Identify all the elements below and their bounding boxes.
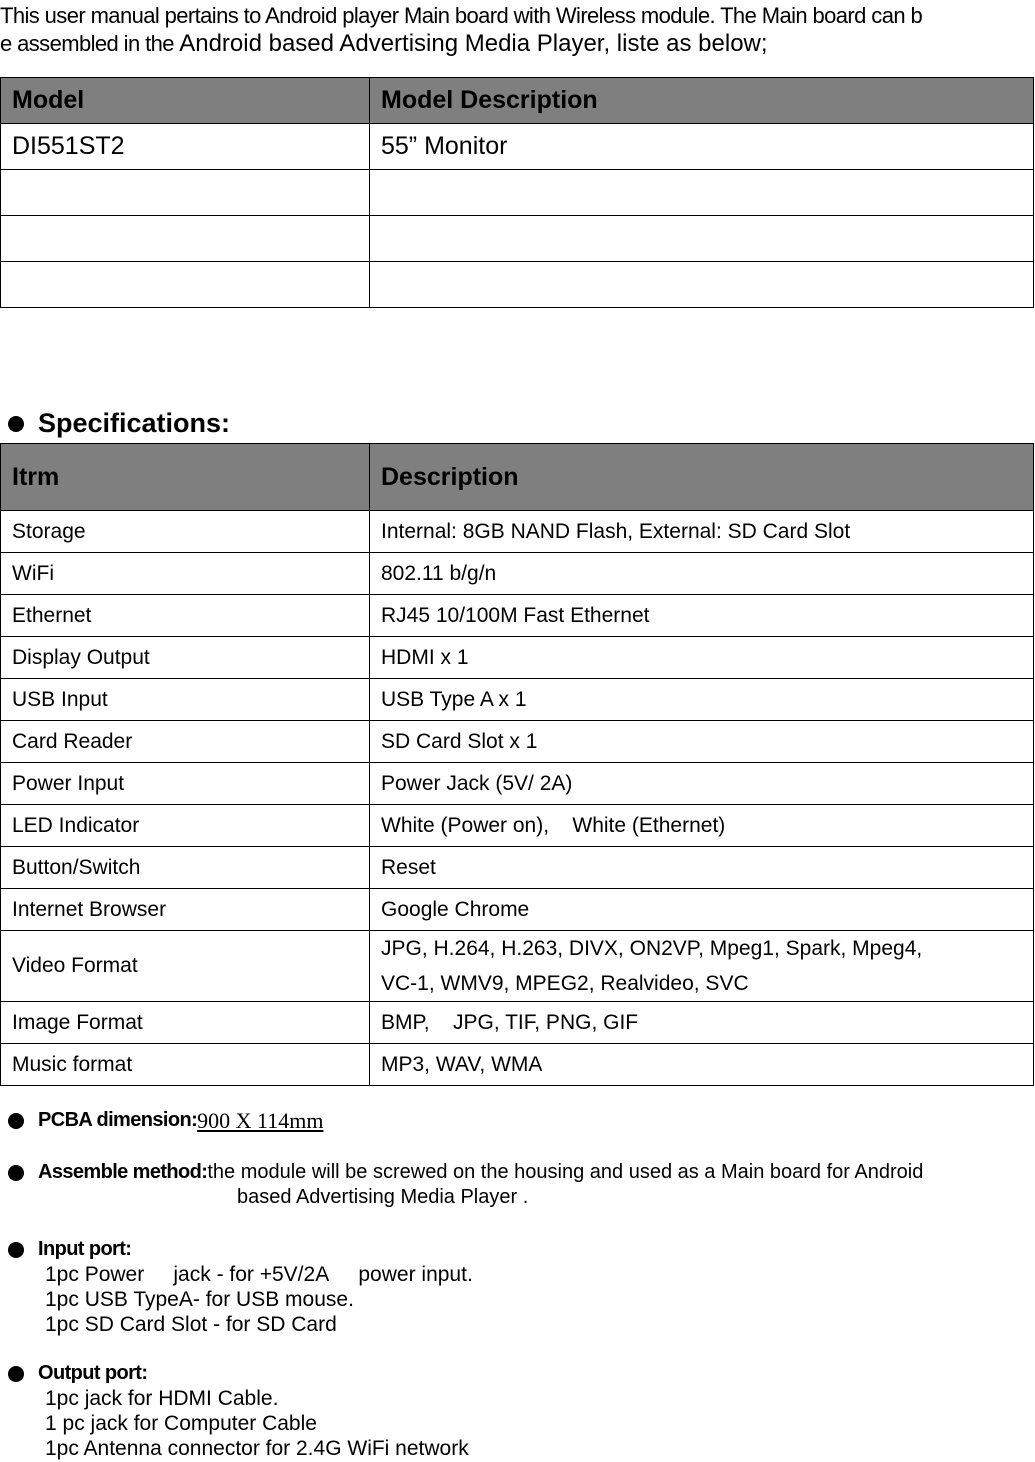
- table-row: [1, 1002, 1034, 1044]
- model-cell: [1, 216, 370, 262]
- spec-item-cell: Ethernet: [1, 595, 370, 637]
- item-header: Itrm: [1, 444, 370, 511]
- table-row: [1, 170, 1034, 216]
- spec-description-cell: [370, 931, 1034, 1002]
- spec-item-cell: Storage: [1, 511, 370, 553]
- spec-description-cell: White (Power on), White (Ethernet): [370, 805, 1034, 847]
- table-row: [1, 721, 1034, 763]
- model-table-header: [1, 78, 1034, 124]
- list-item: 1pc jack for HDMI Cable.: [45, 1387, 279, 1410]
- model-description-cell: [370, 262, 1034, 308]
- model-description-cell: 55” Monitor: [370, 124, 1034, 170]
- model-cell: [1, 170, 370, 216]
- assemble-method: [8, 1160, 923, 1210]
- spec-description-cell: HDMI x 1: [370, 637, 1034, 679]
- table-row: [1, 216, 1034, 262]
- table-row: [1, 595, 1034, 637]
- assemble-line-2: based Advertising Media Player .: [237, 1186, 529, 1208]
- spec-item-cell: Music format: [1, 1044, 370, 1086]
- output-port-label: Output port:: [38, 1362, 148, 1384]
- bullet-icon: [8, 1242, 24, 1258]
- spec-item-cell: Card Reader: [1, 721, 370, 763]
- table-row: [1, 847, 1034, 889]
- spec-description-cell: BMP, JPG, TIF, PNG, GIF: [370, 1002, 1034, 1044]
- table-row: [1, 553, 1034, 595]
- table-row: [1, 637, 1034, 679]
- spec-item-cell: LED Indicator: [1, 805, 370, 847]
- model-description-cell: [370, 170, 1034, 216]
- spec-item-cell: Image Format: [1, 1002, 370, 1044]
- spec-description-cell: SD Card Slot x 1: [370, 721, 1034, 763]
- list-item: 1pc USB TypeA- for USB mouse.: [45, 1288, 354, 1311]
- spec-item-cell: USB Input: [1, 679, 370, 721]
- intro-line-1: This user manual pertains to Android player Main board with Wireless module. The Main board can b: [0, 3, 923, 28]
- spec-description-cell: USB Type A x 1: [370, 679, 1034, 721]
- input-port-label: Input port:: [38, 1238, 132, 1260]
- list-item: 1pc SD Card Slot - for SD Card: [45, 1313, 337, 1336]
- spec-item-cell: Video Format: [1, 931, 370, 1002]
- specifications-heading: [8, 408, 230, 439]
- pcba-value: 900 X 114mm: [197, 1108, 324, 1133]
- bullet-icon: [8, 1113, 24, 1129]
- spec-item-cell: Power Input: [1, 763, 370, 805]
- list-item: 1pc Antenna connector for 2.4G WiFi network: [45, 1437, 469, 1460]
- intro-line-2-start: e assembled in the: [0, 31, 174, 56]
- intro-line-2-end: Android based Advertising Media Player, liste as below;: [173, 30, 768, 57]
- specifications-table: [0, 443, 1034, 1086]
- assemble-label: Assemble method:: [38, 1161, 208, 1183]
- model-description-cell: [370, 216, 1034, 262]
- specifications-table-header: [1, 444, 1034, 511]
- model-header: Model: [1, 78, 370, 124]
- spec-description-line: JPG, H.264, H.263, DIVX, ON2VP, Mpeg1, Spark, Mpeg4,: [381, 937, 923, 960]
- table-row: [1, 679, 1034, 721]
- table-row: [1, 805, 1034, 847]
- intro-line-2: [0, 30, 1033, 58]
- intro-paragraph: [0, 2, 1033, 58]
- model-cell: DI551ST2: [1, 124, 370, 170]
- list-item: 1pc Power jack - for +5V/2A power input.: [45, 1263, 473, 1286]
- assemble-line-1: the module will be screwed on the housing and used as a Main board for Android: [207, 1161, 924, 1183]
- spec-description-cell: 802.11 b/g/n: [370, 553, 1034, 595]
- table-row: [1, 889, 1034, 931]
- model-cell: [1, 262, 370, 308]
- table-row: [1, 124, 1034, 170]
- description-header: Description: [370, 444, 1034, 511]
- model-table: [0, 77, 1034, 308]
- table-row: [1, 763, 1034, 805]
- spec-description-cell: Internal: 8GB NAND Flash, External: SD Card Slot: [370, 511, 1034, 553]
- spec-description-line: VC-1, WMV9, MPEG2, Realvideo, SVC: [381, 972, 749, 995]
- specifications-heading-text: Specifications:: [38, 408, 231, 438]
- bullet-icon: [8, 1366, 24, 1382]
- table-row: [1, 262, 1034, 308]
- spec-item-cell: Display Output: [1, 637, 370, 679]
- input-port: [8, 1237, 473, 1337]
- pcba-label: PCBA dimension:: [38, 1109, 198, 1131]
- model-description-header: Model Description: [370, 78, 1034, 124]
- pcba-dimension: [8, 1108, 323, 1133]
- spec-item-cell: Internet Browser: [1, 889, 370, 931]
- bullet-icon: [8, 1165, 24, 1181]
- table-row: [1, 931, 1034, 1002]
- list-item: 1 pc jack for Computer Cable: [45, 1412, 317, 1435]
- bullet-icon: [8, 416, 24, 432]
- table-row: [1, 1044, 1034, 1086]
- table-row: [1, 511, 1034, 553]
- spec-item-cell: WiFi: [1, 553, 370, 595]
- output-port: [8, 1361, 469, 1461]
- spec-item-cell: Button/Switch: [1, 847, 370, 889]
- spec-description-cell: Google Chrome: [370, 889, 1034, 931]
- spec-description-cell: Power Jack (5V/ 2A): [370, 763, 1034, 805]
- spec-description-cell: RJ45 10/100M Fast Ethernet: [370, 595, 1034, 637]
- spec-description-cell: MP3, WAV, WMA: [370, 1044, 1034, 1086]
- spec-description-cell: Reset: [370, 847, 1034, 889]
